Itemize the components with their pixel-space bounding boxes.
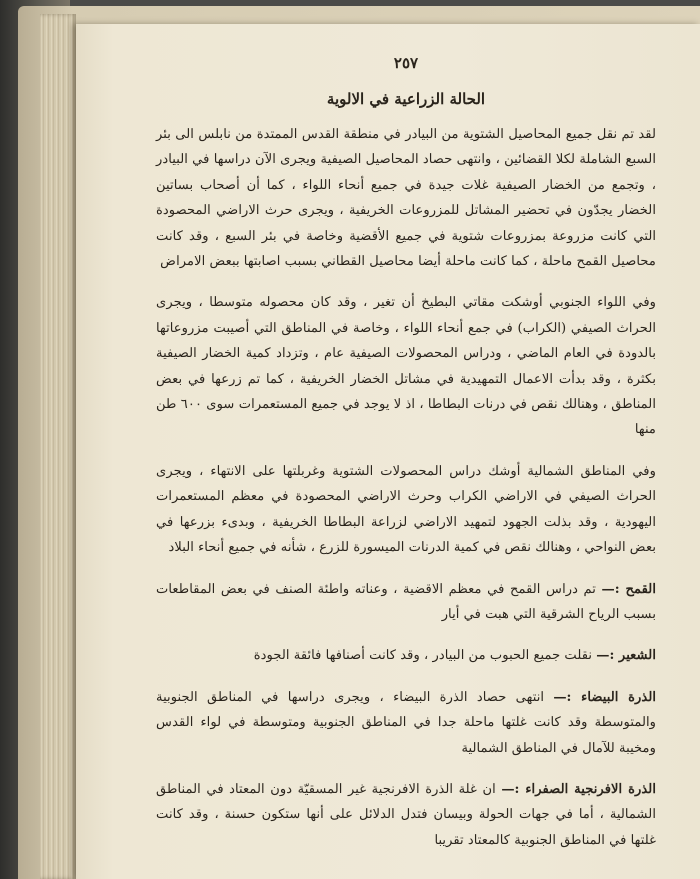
book-page [76,24,700,879]
page-content [156,54,656,869]
crop-label: الشعير :— [596,648,656,664]
page-edges [40,14,76,879]
paragraph-southern: وفي اللواء الجنوبي أوشكت مقاتي البطيخ أن تغير ، وقد كان محصوله متوسطا ، ويجرى الحراث الصيفي (الكراب) في جمع أنحاء اللواء ، وخاصة في المناطق التي أصيبت مزروعاتها بالدودة في العام الماضي ، ودراس المحصولات الصيفية عام ، وتزداد كمية الخضار الصيفية بكثرة ، وقد بدأت الاعمال التمهيدية في مشاتل الخضار الخريفية ، كما تم زرعها في بعض المناطق ، وهنالك نقص في درنات البطاطا ، اذ لا يوجد في جميع المستعمرات سوى ٦٠٠ طن منها [156,295,656,438]
crop-text: انتهى حصاد الذرة البيضاء ، ويجرى دراسها في المناطق الجنوبية والمتوسطة وقد كانت غلتها ماحلة جدا في المناطق الجنوبية ومتوسطة في لواء القدس ومخيبة للآمال في المناطق الشمالية [156,689,656,756]
crop-barley [156,643,656,668]
page-number: ٢٥٧ [393,54,419,72]
crop-text: ان غلة الذرة الافرنجية غير المسقيّة دون المعتاد في المناطق الشمالية ، أما في جهات الحولة وبيسان فتدل الدلائل على أنها ستكون حسنة ، وقد كانت غلتها في المناطق الجنوبية كالمعتاد تقريبا [156,781,656,848]
crop-label: القمح :— [601,581,656,597]
crop-text: نقلت جميع الحبوب من البيادر ، وقد كانت أصنافها فائقة الجودة [253,648,593,664]
crop-label: الذرة الافرنجية الصفراء :— [501,781,656,797]
paragraph-northern: وفي المناطق الشمالية أوشك دراس المحصولات الشتوية وغربلتها على الانتهاء ، ويجرى الحراث الصيفي في الاراضي الكراب وحرث الاراضي المحصودة في معظم المستعمرات اليهودية ، وقد بذلت الجهود لتمهيد الاراضي لزراعة البطاطا الخريفية ، وبدىء بزرعها في بعض النواحي ، وهنالك نقص في كمية الدرنات الميسورة للزرع ، شأنه في جميع أنحاء البلاد [156,463,656,556]
crop-white-sorghum [156,685,656,761]
crop-text: تم دراس القمح في معظم الاقضية ، وعناته واطئة الصنف في بعض المقاطعات بسبب الرياح الشرقية التي هبت في أيار [156,581,656,622]
section-heading: الحالة الزراعية في الالوية [326,90,486,108]
crop-wheat [156,577,656,628]
crop-yellow-maize [156,777,656,853]
crop-label: الذرة البيضاء :— [553,689,656,705]
paragraph-jerusalem: لقد تم نقل جميع المحاصيل الشتوية من البيادر في منطقة القدس الممتدة من نابلس الى بئر السبع الشاملة لكلا القضائين ، وانتهى حصاد المحاصيل الصيفية ويجرى الآن دراسها في البيادر ، وتجمع من الخضار الصيفية غلات جيدة في جميع أنحاء اللواء ، كما أن أصحاب بساتين الخضار يجدّون في تحضير المشاتل للمزروعات الخريفية ، ويجرى حرث الاراضي المحصودة التي كانت مزروعة بمزروعات شتوية في جميع الأقضية وخاصة في بئر السبع ، وقد كانت محاصيل القمح ماحلة ، كما كانت ماحلة أيضا محاصيل القطاني بسبب اصابتها ببعض الامراض [156,127,656,270]
